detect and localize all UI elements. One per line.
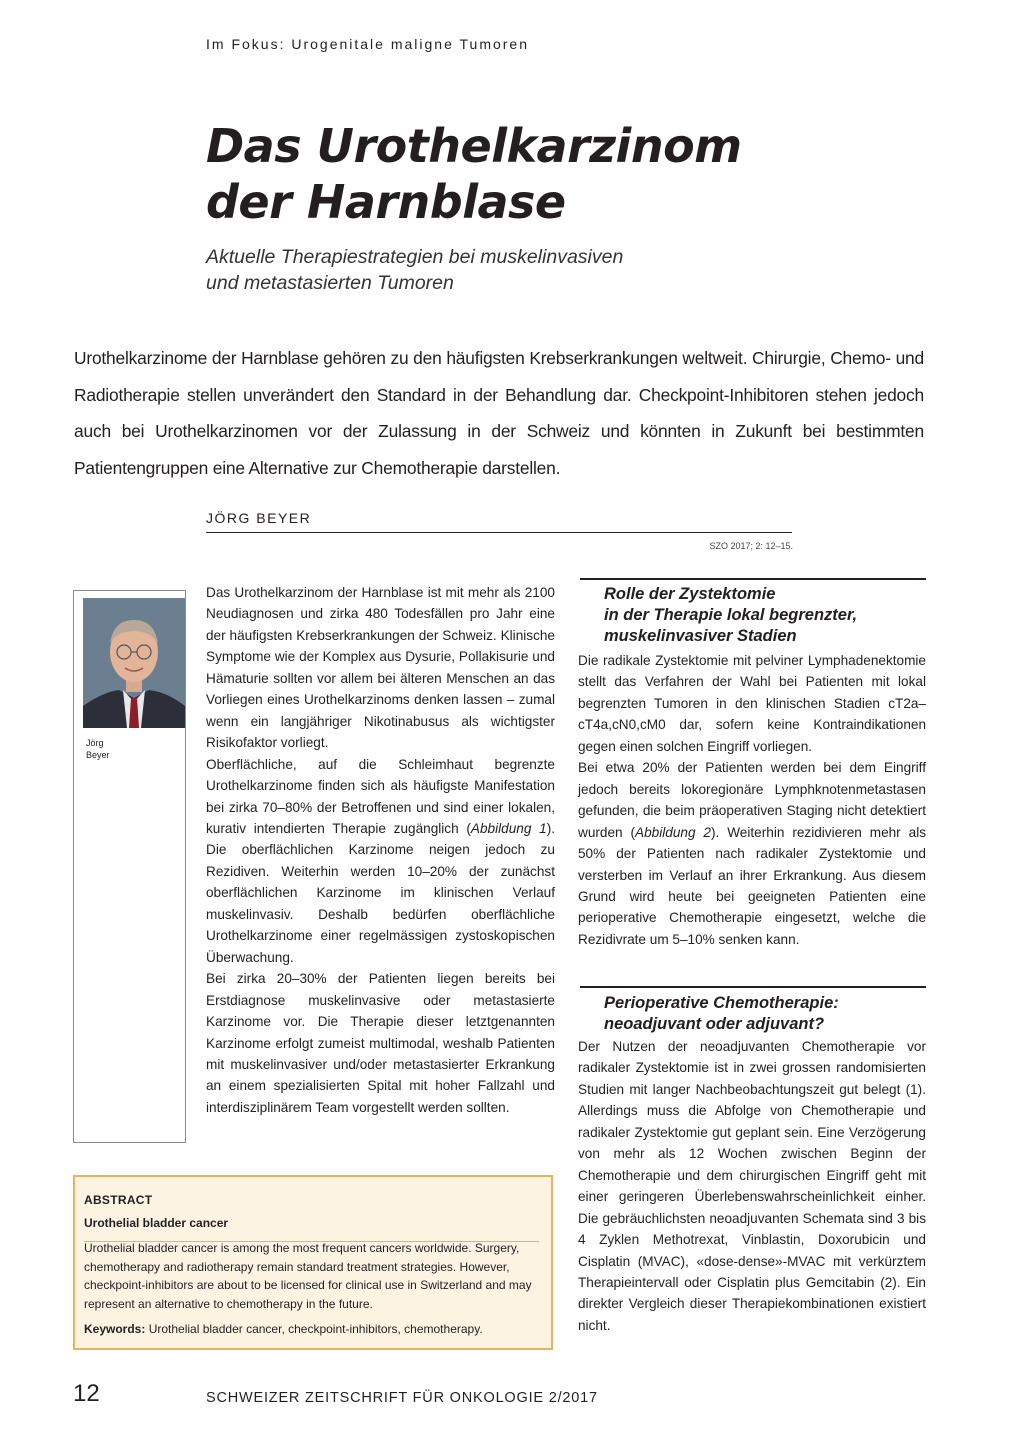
figure-ref-1: Abbildung 1 [470,820,547,836]
article-subtitle [206,244,906,296]
citation: SZO 2017; 2: 12–15. [709,541,793,551]
keywords-text: Urothelial bladder cancer, checkpoint-inhibitors, chemotherapy. [145,1322,483,1336]
col1-paragraph-3: Bei zirka 20–30% der Patienten liegen bereits bei Erstdiagnose muskelinvasive oder metastasierte Karzinome vor. Die Therapie dieser letztgenannten Karzinome erfolgt zumeist multimodal, weshalb Patienten mit muskelinvasiver und/oder metastasierter Erkrankung an einem spezialisierten Spital mit hoher Fallzahl und interdisziplinärem Team vorgestellt werden sollten. [206,971,555,1115]
photo-caption [86,737,110,761]
abstract-title: Urothelial bladder cancer [84,1216,229,1230]
section2-paragraph-1: Der Nutzen der neoadjuvanten Chemotherapie vor radikaler Zystektomie ist in zwei grossen randomisierten Studien mit langer Nachbeobachtungszeit gut belegt (1). Allerdings muss die Abfolge von Chemotherapie und radikaler Zystektomie gut geplant sein. Eine Verzögerung von mehr als 12 Wochen zwischen Beginn der Chemotherapie und dem chirurgischen Eingriff geht mit einer geringeren Überlebenswahrscheinlichkeit einher. Die gebräuchlichsten neoadjuvanten Schemata sind 3 bis 4 Zyklen Methotrexat, Vinblastin, Doxorubicin und Cisplatin (MVAC), «dose-dense»-MVAC mit verkürztem Therapieintervall oder Cisplatin plus Gemcitabin (2). Ein direkter Vergleich dieser Therapiekombinationen existiert nicht. [578,1039,926,1333]
body-column-1 [206,582,555,1118]
section2-heading-line1: Perioperative Chemotherapie: [604,994,839,1012]
author-portrait-icon [83,598,185,728]
journal-name: SCHWEIZER ZEITSCHRIFT FÜR ONKOLOGIE 2/2017 [206,1390,598,1406]
article-title [206,118,906,230]
section1-paragraph-2a: Bei etwa 20% der Patienten werden bei dem Eingriff jedoch bereits lokoregionäre Lymphknotenmetastasen gefunden, die beim präoperativen Staging nicht detektiert wurden ( [578,760,926,840]
abstract-label: ABSTRACT [84,1193,153,1207]
abstract-keywords [84,1322,539,1336]
photo-caption-line2: Beyer [86,750,110,760]
col1-paragraph-2b: ). Die oberflächlichen Karzinome neigen jedoch zu Rezidiven. Weiterhin werden 10–20% der zunächst oberflächlichen Karzinome im klinischen Verlauf muskelinvasiv. Deshalb bedürfen oberflächliche Urothelkarzinome einer regelmässigen zystoskopischen Überwachung. [206,820,555,965]
page-number: 12 [73,1380,100,1407]
section1-paragraph-2 [578,757,926,950]
section2-heading [604,993,926,1035]
abstract-content [84,1193,539,1336]
author-divider [206,532,792,533]
section2-heading-line2: neoadjuvant oder adjuvant? [604,1015,825,1033]
photo-caption-line1: Jörg [86,738,104,748]
article-subtitle-line1: Aktuelle Therapiestrategien bei muskelinvasiven [206,246,624,268]
figure-ref-2: Abbildung 2 [635,824,711,840]
abstract-body: Urothelial bladder cancer is among the most frequent cancers worldwide. Surgery, chemotherapy and radiotherapy remain standard treatment strategies. However, checkpoint-inhibitors are about to be licensed for clinical use in Switzerland and may represent an alternative to chemotherapy in the future. [84,1241,532,1311]
author-photo [83,598,185,728]
section1-heading-line3: muskelinvasiver Stadien [604,627,797,645]
col1-paragraph-2 [206,754,555,969]
author-name: JÖRG BEYER [206,510,312,526]
col1-paragraph-2a: Oberflächliche, auf die Schleimhaut begrenzte Urothelkarzinome finden sich als häufigste Manifestation bei zirka 70–80% der Betroffenen und sind einer lokalen, kurativ intendierten Therapie zugänglich ( [206,756,555,836]
col1-paragraph-1: Das Urothelkarzinom der Harnblase ist mit mehr als 2100 Neudiagnosen und zirka 480 Todesfällen pro Jahr eine der häufigsten Krebserkrankungen der Schweiz. Klinische Symptome wie der Komplex aus Dysurie, Pollakisurie und Hämaturie sollten vor allem bei älteren Menschen an das Vorliegen eines Urothelkarzinoms denken lassen – zumal wenn ein langjähriger Nikotinabusus als wichtigster Risikofaktor vorliegt. [206,585,555,751]
section1-heading [604,584,926,647]
body-column-2-section1 [578,650,926,950]
section1-heading-line2: in der Therapie lokal begrenzter, [604,606,858,624]
keywords-label: Keywords: [84,1322,146,1336]
article-title-line2: der Harnblase [206,175,566,229]
lead-paragraph: Urothelkarzinome der Harnblase gehören zu den häufigsten Krebserkrankungen weltweit. Chirurgie, Chemo- und Radiotherapie stellen unverändert den Standard in der Behandlung dar. Checkpoint-Inhibitoren stehen jedoch auch bei Urothelkarzinomen vor der Zulassung in der Schweiz und könnten in Zukunft bei bestimmten Patientengruppen eine Alternative zur Chemotherapie darstellen. [74,348,924,478]
article-subtitle-line2: und metastasierten Tumoren [206,272,454,294]
article-title-line1: Das Urothelkarzinom [206,119,742,173]
section1-paragraph-1: Die radikale Zystektomie mit pelviner Lymphadenektomie stellt das Verfahren der Wahl bei Patienten mit lokal begrenzten Tumoren in den klinischen Stadien cT2a–cT4a,cN0,cM0 dar, sofern keine Kontraindikationen gegen einen solchen Eingriff vorliegen. [578,653,926,754]
section1-paragraph-2b: ). Weiterhin rezidivieren mehr als 50% der Patienten nach radikaler Zystektomie und versterben im Verlauf an ihrer Erkrankung. Aus diesem Grund wird heute bei geeigneten Patienten eine perioperative Chemotherapie eingesetzt, welche die Rezidivrate um 5–10% senken kann. [578,824,927,947]
body-column-2-section2 [578,1036,926,1336]
section-kicker: Im Fokus: Urogenitale maligne Tumoren [206,36,529,52]
section1-rule [580,578,926,580]
section1-heading-line1: Rolle der Zystektomie [604,585,776,603]
section2-rule [580,986,926,988]
